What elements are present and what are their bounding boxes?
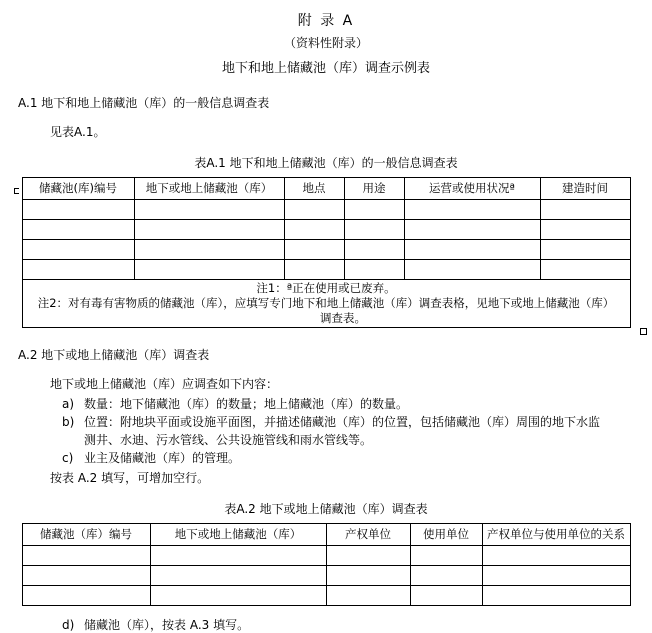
- appendix-title: 附 录 A: [297, 13, 355, 29]
- table-a1-cell: [134, 260, 284, 280]
- table-row: [22, 586, 630, 606]
- list-item: [62, 395, 652, 413]
- table-a1-col-5: 建造时间: [540, 178, 630, 200]
- section-a2-intro: 地下或地上储藏池（库）应调查如下内容：: [50, 377, 279, 391]
- section-a2-list: [0, 395, 652, 467]
- appendix-name: 地下和地上储藏池（库）调查示例表: [221, 61, 430, 76]
- table-a1-col-2: 地点: [284, 178, 344, 200]
- table-a1-cell: [540, 240, 630, 260]
- table-a2: [22, 523, 631, 606]
- table-a2-col-2: 产权单位: [326, 524, 410, 546]
- table-row: [22, 200, 630, 220]
- final-item-text: 储藏池（库），按表 A.3 填写。: [84, 618, 250, 632]
- table-a1-cell: [284, 200, 344, 220]
- list-item: [62, 449, 652, 467]
- section-a2-final-item: [62, 616, 652, 633]
- table-a1-cell: [404, 240, 540, 260]
- table-a2-cell: [482, 546, 630, 566]
- section-a1-heading: A.1 地下和地上储藏池（库）的一般信息调查表: [18, 96, 270, 110]
- table-a1-col-4: 运营或使用状况ª: [404, 178, 540, 200]
- table-row: [22, 260, 630, 280]
- table-a2-cell: [150, 586, 326, 606]
- table-a1-cell: [404, 200, 540, 220]
- table-a1-notes: [22, 280, 630, 328]
- table-a1-cell: [22, 260, 134, 280]
- table-a1-cell: [22, 200, 134, 220]
- table-a2-cell: [482, 586, 630, 606]
- table-a2-cell: [150, 546, 326, 566]
- table-a2-col-0: 储藏池（库）编号: [22, 524, 150, 546]
- table-a1-col-3: 用途: [344, 178, 404, 200]
- table-a1-cell: [344, 260, 404, 280]
- table-a2-caption: 表A.2 地下或地上储藏池（库）调查表: [224, 502, 428, 516]
- section-a2-after-list: 按表 A.2 填写，可增加空行。: [50, 471, 210, 485]
- table-a1-caption: 表A.1 地下和地上储藏池（库）的一般信息调查表: [194, 156, 458, 170]
- table-a1-cell: [540, 220, 630, 240]
- list-item-label: a): [62, 397, 75, 411]
- table-row: [22, 566, 630, 586]
- document-page: [0, 10, 652, 632]
- table-a1-cell: [22, 240, 134, 260]
- table-a1-cell: [284, 240, 344, 260]
- table-row: [22, 524, 630, 546]
- table-row: [22, 546, 630, 566]
- table-a2-cell: [326, 566, 410, 586]
- table-a2-cell: [22, 566, 150, 586]
- table-a1-note-2: 注2：对有毒有害物质的储藏池（库），应填写专门地下和地上储藏池（库）调查表格，见地下或地上储藏池（库）: [37, 296, 615, 310]
- table-a2-cell: [150, 566, 326, 586]
- table-a2-cell: [410, 586, 482, 606]
- right-edge-mark: [640, 328, 647, 335]
- table-a1-cell: [284, 220, 344, 240]
- table-row: [22, 178, 630, 200]
- appendix-kind: （资料性附录）: [283, 36, 368, 50]
- table-a2-cell: [410, 546, 482, 566]
- left-edge-mark: [14, 188, 19, 194]
- table-row: [22, 240, 630, 260]
- table-a1-cell: [344, 220, 404, 240]
- table-a1-cell: [134, 240, 284, 260]
- table-a2-col-4: 产权单位与使用单位的关系: [482, 524, 630, 546]
- table-a2-cell: [482, 566, 630, 586]
- table-a1-cell: [344, 200, 404, 220]
- table-a1: [22, 177, 631, 328]
- list-item-label: c): [62, 451, 74, 465]
- table-a2-cell: [410, 566, 482, 586]
- table-a1-cell: [344, 240, 404, 260]
- table-a1-cell: [404, 260, 540, 280]
- table-a2-cell: [326, 586, 410, 606]
- list-item-text: 数量：地下储藏池（库）的数量；地上储藏池（库）的数量。: [84, 397, 409, 411]
- section-a1-text: 见表A.1。: [50, 125, 106, 139]
- list-item-label: b): [62, 415, 75, 429]
- table-a1-cell: [284, 260, 344, 280]
- list-item-text: 位置：附地块平面或设施平面图，并描述储藏池（库）的位置，包括储藏池（库）周围的地下水监测井、水迪、污水管线、公共设施管线和雨水管线等。: [84, 415, 601, 447]
- final-item-label: d): [62, 618, 75, 632]
- table-a2-cell: [326, 546, 410, 566]
- table-a1-note-3: 调查表。: [320, 311, 366, 325]
- table-a1-col-0: 储藏池(库)编号: [22, 178, 134, 200]
- table-row: [22, 220, 630, 240]
- table-a2-col-3: 使用单位: [410, 524, 482, 546]
- table-row: [22, 280, 630, 328]
- table-a1-cell: [540, 200, 630, 220]
- table-a1-note-1: 注1：ª正在使用或已废弃。: [256, 281, 396, 295]
- table-a1-cell: [134, 220, 284, 240]
- table-a1-cell: [404, 220, 540, 240]
- table-a1-col-1: 地下或地上储藏池（库）: [134, 178, 284, 200]
- table-a2-col-1: 地下或地上储藏池（库）: [150, 524, 326, 546]
- table-a1-cell: [540, 260, 630, 280]
- list-item-text: 业主及储藏池（库）的管理。: [84, 451, 241, 465]
- table-a1-cell: [22, 220, 134, 240]
- table-a2-cell: [22, 586, 150, 606]
- list-item: [62, 413, 652, 449]
- table-a2-cell: [22, 546, 150, 566]
- table-a1-cell: [134, 200, 284, 220]
- section-a2-heading: A.2 地下或地上储藏池（库）调查表: [18, 348, 210, 362]
